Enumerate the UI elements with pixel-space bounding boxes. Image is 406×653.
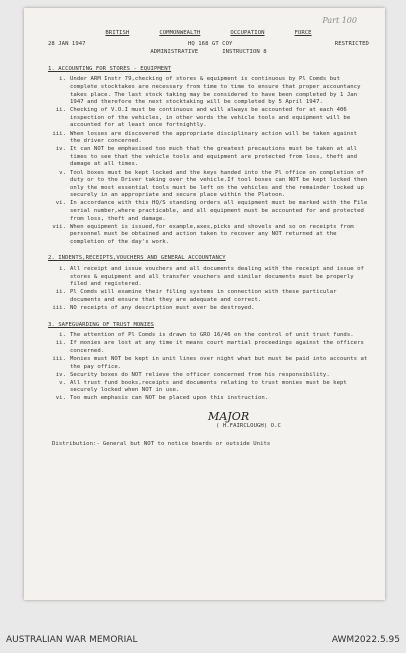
header-meta [48, 41, 369, 49]
signer-name: ( H.FAIRCLOUGH) O.C [216, 423, 281, 430]
item-number: i. [59, 266, 66, 273]
item-text: All trust fund books,receipts and documents relating to trust monies must be kept securely locked when NOT in use. [70, 379, 347, 394]
item-number: ii. [55, 289, 66, 296]
instruction-item [48, 146, 369, 169]
instruction-item [48, 380, 369, 395]
document-body [48, 30, 369, 448]
instruction-item [48, 395, 369, 403]
instruction-item [48, 224, 369, 247]
instruction-item [48, 372, 369, 380]
classification: RESTRICTED [334, 40, 369, 47]
item-number: iv. [55, 371, 66, 378]
instruction-item [48, 200, 369, 223]
section-title: 3. SAFEGUARDING OF TRUST MONIES [48, 321, 154, 328]
header-word: COMMONWEALTH [159, 30, 201, 36]
item-number: vii. [52, 223, 66, 230]
item-text: Security boxes do NOT relieve the officer concerned from his responsibility. [70, 371, 330, 378]
header-word: BRITISH [105, 30, 130, 36]
item-text: If monies are lost at any time it means court martial proceedings against the officers concerned. [70, 340, 364, 354]
item-number: v. [59, 169, 66, 176]
item-text: All receipt and issue vouchers and all documents dealing with the receipt and issue of stores & equipment and all transfer vouchers and similar documents must be properly filed and registered. [70, 266, 364, 288]
item-text: Monies must NOT be kept in unit lines over night what but must be paid into accounts at the pay office. [70, 355, 368, 370]
archive-reference: AWM2022.5.95 [331, 635, 400, 645]
item-text: In accordance with this HQ/S standing orders all equipment must be marked with the File serial number,where practicable, and all equipment must be accounted for and protected from loss, theft and damage. [70, 200, 368, 222]
item-text: Under ARM Instr 79,checking of stores & equipment is continuous by Pl Comds but complete stocktakes are necessary from time to time to ensure that proper accountancy takes place. The last stock taking may be considered to have been completed by 1 Jan 1947 and therefore the next stocktaking will be completed by 5 April 1947. [70, 76, 361, 106]
instruction-item [48, 107, 369, 130]
signature-rank: MAJOR [208, 410, 250, 424]
item-number: vi. [55, 395, 66, 402]
item-number: i. [59, 332, 66, 339]
instruction-item [48, 340, 369, 355]
item-number: v. [59, 379, 66, 386]
handwritten-note: Part 100 [322, 16, 357, 25]
distribution-text: General but NOT to notice boards or outside Units [102, 440, 271, 447]
item-text: When equipment is issued,for example,axes,picks and shovels and so on receipts from personnel must be obtained and action taken to recover any NOT returned at the completion of the day's work. [70, 223, 354, 245]
sections [48, 66, 369, 403]
item-number: vi. [55, 200, 66, 207]
instruction-item [48, 170, 369, 200]
instruction-item [48, 266, 369, 289]
instruction-number: INSTRUCTION 8 [222, 49, 267, 56]
item-number: iii. [52, 305, 66, 311]
instruction-item [48, 305, 369, 313]
archive-footer [0, 629, 406, 653]
header-word: OCCUPATION [230, 30, 265, 36]
item-number: i. [59, 76, 66, 83]
distribution-label: Distribution:- [52, 440, 100, 447]
item-text: It can NOT be emphasised too much that the greatest precautions must be taken at all times to see that the vehicle tools and equipment are protected from loss, theft and damage at all times. [70, 146, 358, 168]
header-word: FORCE [294, 30, 312, 36]
instruction-item [48, 332, 369, 340]
document-date: 28 JAN 1947 [48, 40, 86, 47]
instruction-item [48, 356, 369, 371]
archive-name: AUSTRALIAN WAR MEMORIAL [6, 635, 138, 645]
instruction-title-word: ADMINISTRATIVE [150, 49, 199, 56]
item-number: ii. [55, 340, 66, 347]
item-text: Too much emphasis can NOT be placed upon this instruction. [70, 395, 269, 402]
item-text: NO receipts of any description must ever be destroyed. [70, 305, 255, 311]
instruction-title [48, 49, 369, 57]
section-title: 2. INDENTS,RECEIPTS,VOUCHERS AND GENERAL ACCOUNTANCY [48, 255, 226, 262]
header-organisation [48, 30, 369, 38]
item-number: iii. [52, 355, 66, 362]
unit-hq: HQ 168 GT COY [187, 40, 233, 47]
item-text: When losses are discovered the appropriate disciplinary action will be taken against the driver concerned. [70, 130, 358, 145]
item-text: Checking of V.O.I must be continuous and will always be accounted for at each 406 inspection of the vehicles, in other words the vehicle tools and equipment will be accounted for at least once fortnightly. [70, 107, 351, 129]
instruction-item [48, 289, 369, 304]
instruction-item [48, 131, 369, 146]
item-text: The attention of Pl Comds is drawn to GRO 16/46 on the control of unit trust funds. [70, 332, 354, 339]
distribution [52, 441, 369, 449]
item-number: iv. [55, 146, 66, 153]
item-number: ii. [55, 107, 66, 114]
item-number: iii. [52, 130, 66, 137]
document-page [24, 8, 385, 600]
item-text: Tool boxes must be kept locked and the keys handed into the Pl office on completion of duty or to the Driver taking over the vehicle.If tool boxes can NOT be kept locked then only the most essential tools must be left on the vehicles and the remainder locked up securely in an appropriate and secure place within the Platoon. [70, 169, 368, 199]
item-text: Pl Comds will examine their filing systems in connection with these particular documents and ensure that they are adequate and correct. [70, 289, 337, 303]
instruction-item [48, 76, 369, 106]
section-title: 1. ACCOUNTING FOR STORES - EQUIPMENT [48, 65, 172, 72]
